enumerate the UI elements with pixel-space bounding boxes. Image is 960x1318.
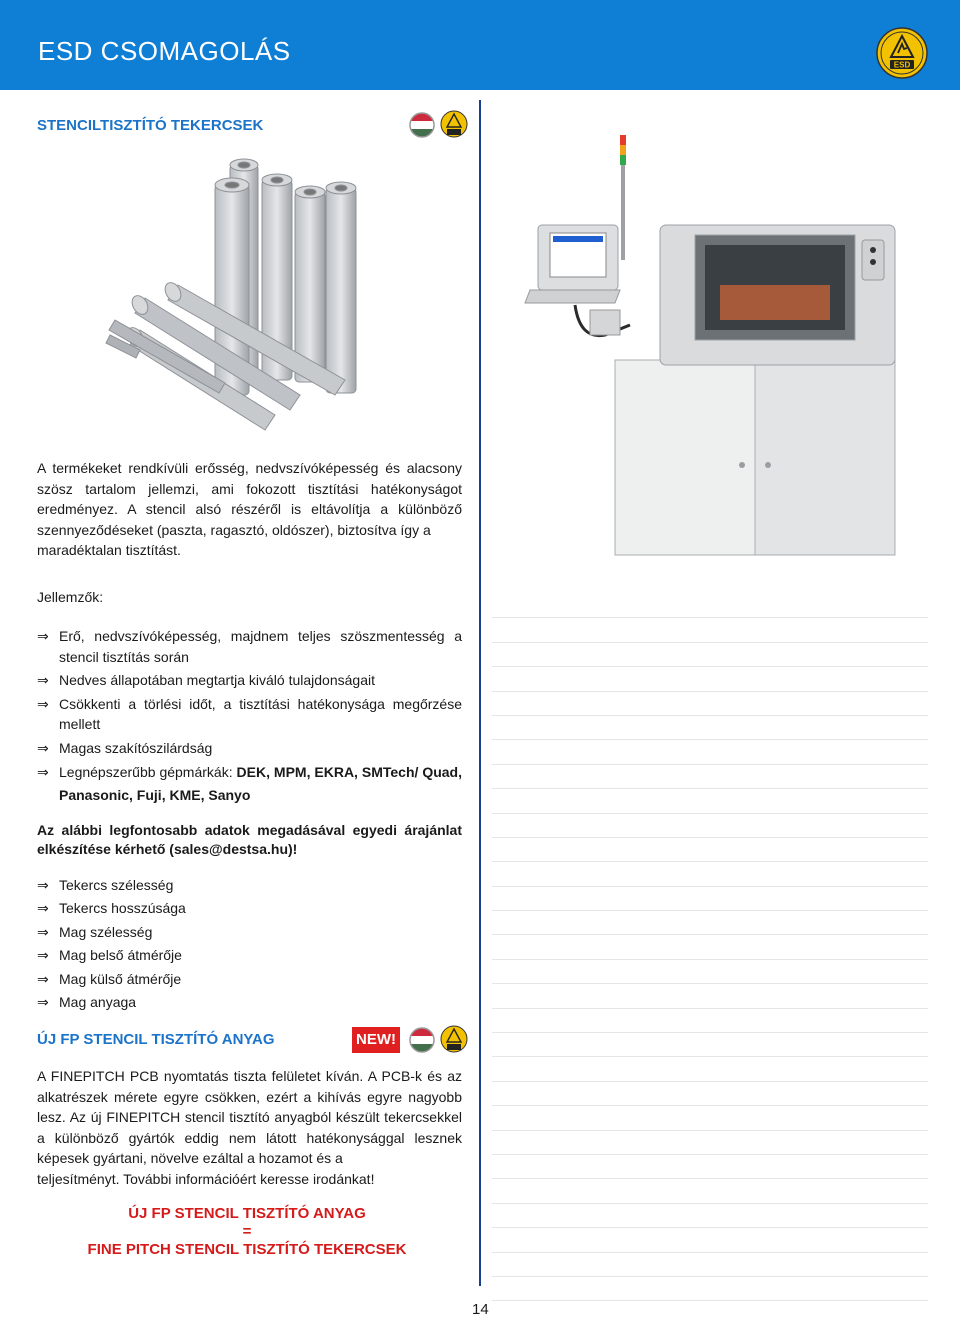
quote-request-note: Az alábbi legfontosabb adatok megadásával egyedi árajánlat elkészítése kérhető (sales@destsa.hu)! bbox=[37, 822, 462, 857]
hungarian-flag-icon bbox=[408, 1026, 436, 1054]
equation-equals: = bbox=[242, 1223, 252, 1240]
column-divider bbox=[479, 100, 481, 1286]
esd-logo-icon bbox=[876, 27, 928, 79]
list-item: ⇒ Mag szélesség bbox=[37, 921, 462, 944]
required-data-list bbox=[37, 874, 462, 1014]
list-item: ⇒ Csökkenti a törlési időt, a tisztítási hatékonysága megőrzése mellett bbox=[37, 695, 462, 732]
list-item: ⇒ Erő, nedvszívóképesség, majdnem teljes szöszmentesség a stencil tisztítás során bbox=[37, 628, 462, 665]
list-item: ⇒ Mag anyaga bbox=[37, 991, 462, 1014]
list-item: ⇒ Mag belső átmérője bbox=[37, 944, 462, 967]
arrow-icon: ⇒ bbox=[37, 970, 49, 987]
arrow-icon: ⇒ bbox=[37, 672, 49, 688]
list-item: ⇒ Mag külső átmérője bbox=[37, 968, 462, 991]
esd-small-icon bbox=[440, 110, 468, 140]
arrow-icon: ⇒ bbox=[37, 739, 49, 756]
arrow-icon: ⇒ bbox=[37, 695, 49, 712]
description-last-line: maradéktalan tisztítást. bbox=[37, 542, 181, 558]
esd-small-icon bbox=[440, 1025, 468, 1055]
hungarian-flag-icon bbox=[408, 111, 436, 139]
arrow-icon: ⇒ bbox=[37, 764, 49, 780]
page-number: 14 bbox=[472, 1301, 489, 1318]
page-header bbox=[0, 0, 960, 90]
equation-line-2: FINE PITCH STENCIL TISZTÍTÓ TEKERCSEK bbox=[87, 1241, 407, 1258]
list-item-brands: ⇒ Legnépszerűbb gépmárkák: DEK, MPM, EKRA, SMTech/ Quad, Panasonic, Fuji, KME, Sanyo bbox=[37, 761, 462, 807]
section-title-stencil-rolls: STENCILTISZTÍTÓ TEKERCSEK bbox=[37, 117, 264, 134]
fp-material-description bbox=[37, 1066, 462, 1189]
arrow-icon: ⇒ bbox=[37, 900, 49, 917]
list-item: ⇒ Tekercs hosszúsága bbox=[37, 897, 462, 920]
features-list bbox=[37, 626, 462, 807]
stencil-rolls-description bbox=[37, 458, 462, 561]
section-title-fp-material: ÚJ FP STENCIL TISZTÍTÓ ANYAG bbox=[37, 1031, 275, 1048]
list-item: ⇒ Tekercs szélesség bbox=[37, 874, 462, 897]
description-text: A FINEPITCH PCB nyomtatás tiszta felületet kíván. A PCB-k és az alkatrészek mérete egyre csökken, ezért a kihívás egyre nagyobb lesz. Az új FINEPITCH stencil tisztító anyagból készült tekercsekkel a különböző gyártók eddig nem látott hatékonysággal lesznek képesek gyártani, növelve ezáltal a hozamot és a bbox=[37, 1068, 462, 1166]
description-last-line: teljesítményt. További információért keresse irodánkat! bbox=[37, 1170, 375, 1187]
right-column-ruled-lines bbox=[492, 594, 928, 1301]
header-title: ESD CSOMAGOLÁS bbox=[38, 36, 291, 66]
svg-text:ESD: ESD bbox=[893, 60, 911, 70]
list-item: ⇒ Magas szakítószilárdság bbox=[37, 738, 462, 759]
arrow-icon: ⇒ bbox=[37, 923, 49, 940]
arrow-icon: ⇒ bbox=[37, 877, 49, 893]
new-badge: NEW! bbox=[352, 1027, 400, 1053]
features-label: Jellemzők: bbox=[37, 589, 104, 605]
arrow-icon: ⇒ bbox=[37, 947, 49, 964]
arrow-icon: ⇒ bbox=[37, 994, 49, 1011]
cleaning-rolls-image bbox=[100, 150, 365, 435]
arrow-icon: ⇒ bbox=[37, 628, 49, 644]
list-item: ⇒ Nedves állapotában megtartja kiváló tulajdonságait bbox=[37, 670, 462, 691]
stencil-printer-machine-image bbox=[520, 135, 930, 560]
description-text: A termékeket rendkívüli erősség, nedvszívóképesség és alacsony szösz tartalom jellemzi, ami fokozott tisztítási hatékonyságot eredményez. A stencil alsó részéről is eltávolítja a különböző szennyeződéseket (paszta, ragasztó, oldószer), biztosítva így a bbox=[37, 460, 462, 538]
equation-line-1: ÚJ FP STENCIL TISZTÍTÓ ANYAG bbox=[128, 1205, 366, 1222]
